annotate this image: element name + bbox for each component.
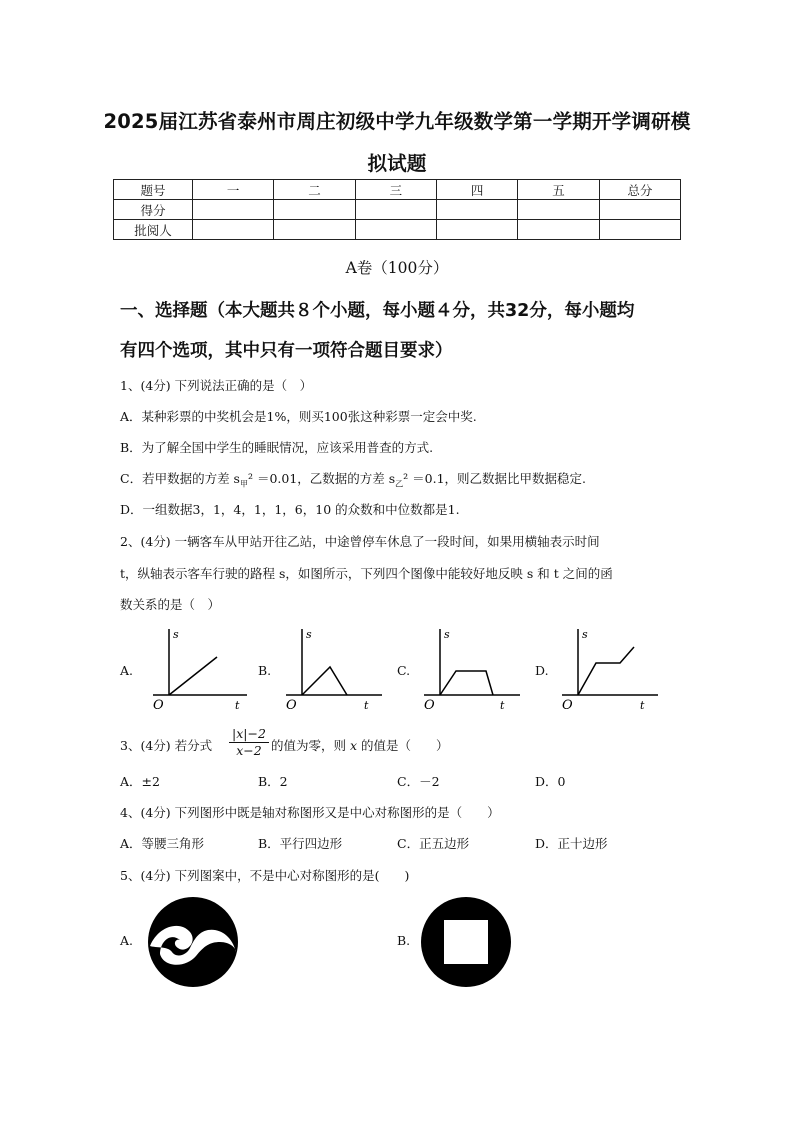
- score-header-cell: 一: [193, 180, 274, 200]
- score-table-header-row: [114, 180, 681, 200]
- score-cell[interactable]: [193, 220, 274, 240]
- q5-option-a-label: A.: [120, 933, 134, 948]
- q3-option-a: A．±2: [120, 774, 160, 789]
- graph-line: [169, 657, 217, 695]
- q3-stem-pre: 3、(4分) 若分式: [120, 738, 213, 753]
- graph-line: [440, 671, 493, 695]
- q3-var: x: [350, 738, 358, 753]
- part1-heading-line2: 有四个选项，其中只有一项符合题目要求）: [120, 341, 453, 361]
- score-header-cell: 四: [436, 180, 517, 200]
- score-table: [113, 179, 681, 240]
- origin-label: O: [424, 698, 435, 713]
- q1-option-c-post: ² ＝0.1，则乙数据比甲数据稳定.: [403, 471, 587, 486]
- t-axis-label: t: [640, 699, 645, 712]
- pattern-b-square: [444, 920, 488, 964]
- q1-option-c-pre: C．若甲数据的方差 s: [120, 471, 240, 486]
- q2-stem-line3: 数关系的是（ ）: [120, 597, 221, 612]
- q3-stem-post: 的值是（ ）: [361, 738, 449, 753]
- q2-option-c-label: C.: [397, 663, 411, 678]
- score-cell[interactable]: [599, 200, 680, 220]
- score-cell[interactable]: [436, 200, 517, 220]
- q1-option-c-mid: ² ＝0.01，乙数据的方差 s: [247, 471, 396, 486]
- score-header-cell: 三: [355, 180, 436, 200]
- q3-stem-rest: [271, 736, 449, 754]
- q1-sub-jia: 甲: [239, 479, 248, 489]
- q1-option-d: D．一组数据3，1，4，1，1，6，10 的众数和中位数都是1.: [120, 502, 460, 517]
- origin-label: O: [562, 698, 573, 713]
- q2-stem-line1: 2、(4分) 一辆客车从甲站开往乙站，中途曾停车休息了一段时间，如果用横轴表示时间: [120, 534, 600, 549]
- q1-sub-yi: 乙: [395, 479, 404, 489]
- q3-denominator: x−2: [236, 743, 262, 758]
- q3-option-b: B．2: [258, 774, 288, 789]
- q4-stem: 4、(4分) 下列图形中既是轴对称图形又是中心对称图形的是（ ）: [120, 805, 500, 820]
- doc-title-line2: 拟试题: [367, 152, 427, 175]
- score-cell[interactable]: [274, 200, 355, 220]
- score-header-cell: 总分: [599, 180, 680, 200]
- score-header-cell: 二: [274, 180, 355, 200]
- s-axis-label: s: [582, 628, 588, 641]
- q4-option-c: C．正五边形: [397, 836, 470, 851]
- origin-label: O: [153, 698, 164, 713]
- q1-option-b: B．为了解全国中学生的睡眠情况，应该采用普查的方式.: [120, 440, 434, 455]
- q1-option-a: A．某种彩票的中奖机会是1%，则买100张这种彩票一定会中奖.: [120, 409, 477, 424]
- q2-option-a-label: A.: [120, 663, 134, 678]
- q2-option-b-label: B.: [258, 663, 272, 678]
- score-table-row: [114, 200, 681, 220]
- t-axis-label: t: [364, 699, 369, 712]
- part1-heading-line1: 一、选择题（本大题共８个小题，每小题４分，共32分，每小题均: [120, 301, 635, 321]
- q2-graph-c[interactable]: [420, 625, 525, 715]
- q2-graph-b[interactable]: [282, 625, 387, 715]
- q5-stem: 5、(4分) 下列图案中，不是中心对称图形的是( ): [120, 868, 410, 883]
- score-header-cell: 五: [518, 180, 599, 200]
- score-cell[interactable]: [518, 220, 599, 240]
- score-cell[interactable]: [599, 220, 680, 240]
- q3-option-c: C．－2: [397, 774, 440, 789]
- q2-graph-d[interactable]: [558, 625, 663, 715]
- q3-fraction: [229, 726, 269, 759]
- t-axis-label: t: [235, 699, 240, 712]
- score-cell[interactable]: [518, 200, 599, 220]
- q5-pattern-a[interactable]: [146, 896, 240, 988]
- q2-graph-a[interactable]: [145, 625, 250, 715]
- score-row-label: 得分: [114, 200, 193, 220]
- s-axis-label: s: [173, 628, 179, 641]
- score-cell[interactable]: [355, 220, 436, 240]
- q3-option-d: D．0: [535, 774, 566, 789]
- q1-option-c: [120, 469, 586, 490]
- q5-option-b-label: B.: [397, 933, 411, 948]
- score-table-row: [114, 220, 681, 240]
- s-axis-label: s: [444, 628, 450, 641]
- t-axis-label: t: [500, 699, 505, 712]
- q2-option-d-label: D.: [535, 663, 549, 678]
- q4-option-a: A．等腰三角形: [120, 836, 205, 851]
- score-cell[interactable]: [355, 200, 436, 220]
- q5-pattern-b[interactable]: [420, 896, 512, 988]
- graph-line: [578, 647, 634, 695]
- q4-option-d: D．正十边形: [535, 836, 608, 851]
- score-cell[interactable]: [274, 220, 355, 240]
- q1-stem: 1、(4分) 下列说法正确的是（ ）: [120, 378, 313, 393]
- s-axis-label: s: [306, 628, 312, 641]
- section-a-heading: A卷（100分）: [345, 259, 449, 277]
- q4-option-b: B．平行四边形: [258, 836, 343, 851]
- graph-line: [302, 667, 347, 695]
- q3-stem-mid: 的值为零，则: [271, 738, 347, 753]
- score-row-label: 批阅人: [114, 220, 193, 240]
- score-header-cell: 题号: [114, 180, 193, 200]
- q3-numerator: |x|−2: [229, 726, 269, 743]
- origin-label: O: [286, 698, 297, 713]
- score-cell[interactable]: [193, 200, 274, 220]
- score-cell[interactable]: [436, 220, 517, 240]
- doc-title-line1: 2025届江苏省泰州市周庄初级中学九年级数学第一学期开学调研模: [103, 110, 691, 133]
- q2-stem-line2: t，纵轴表示客车行驶的路程 s，如图所示，下列四个图像中能较好地反映 s 和 t 之间的函: [120, 566, 613, 581]
